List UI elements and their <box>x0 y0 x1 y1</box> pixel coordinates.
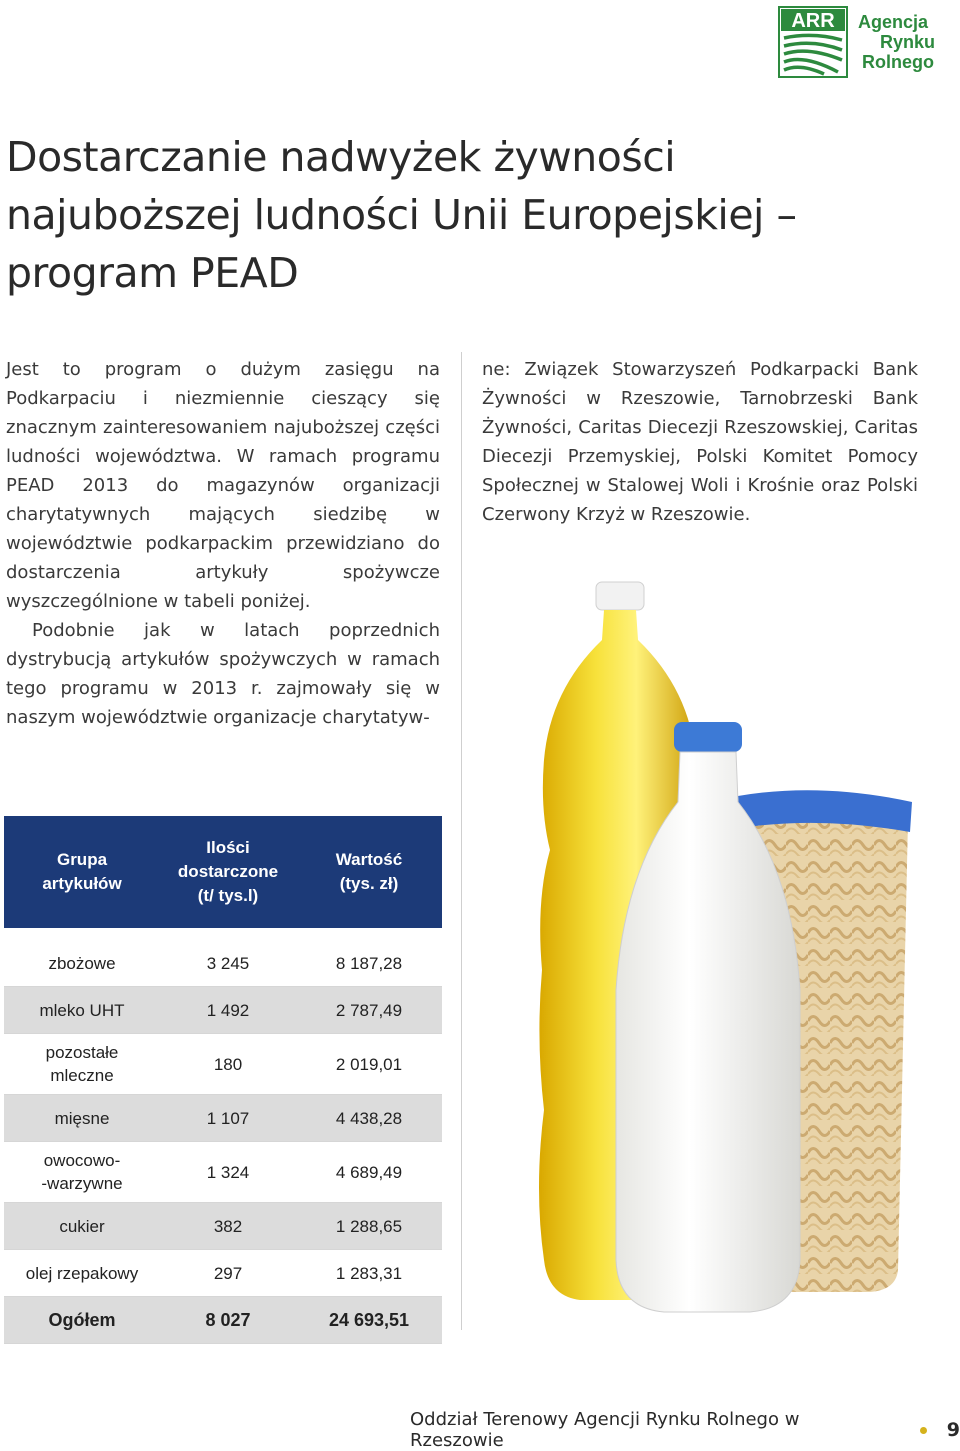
page-footer <box>410 1409 960 1451</box>
table-header <box>4 816 442 928</box>
table-row: olej rzepakowy 297 1 283,31 <box>4 1250 442 1297</box>
footer-text: Oddział Terenowy Agencji Rynku Rolnego w Rzeszowie <box>410 1409 800 1451</box>
title-line-1: Dostarczanie nadwyżek żywności <box>6 133 676 181</box>
arr-logo <box>778 6 954 78</box>
table-row: zbożowe 3 245 8 187,28 <box>4 940 442 987</box>
body-column-left <box>6 355 440 732</box>
table-row: owocowo- -warzywne 1 324 4 689,49 <box>4 1142 442 1203</box>
svg-text:ARR: ARR <box>791 10 835 32</box>
svg-text:Rolnego: Rolnego <box>862 52 934 72</box>
table-total-row: Ogółem 8 027 24 693,51 <box>4 1297 442 1344</box>
header-quantity: Ilości dostarczone (t/ tys.l) <box>177 838 279 905</box>
header-value: Wartość (tys. zł) <box>335 850 403 893</box>
svg-text:Rynku: Rynku <box>880 32 936 52</box>
body-paragraph: Podobnie jak w latach poprzednich dystrybucją artykułów spożywczych w ramach tego programu w 2013 r. zajmowały się w naszym województwie organizacje charytatyw- <box>6 620 440 728</box>
body-paragraph: Jest to program o dużym zasięgu na Podkarpaciu i niezmiennie cieszący się znacznym zainteresowaniem najuboższej części ludności województwa. W ramach programu PEAD 2013 do magazynów organizacji charytatywnych mających siedzibę w województwie podkarpackim przewidziano do dostarczenia artykuły spożywcze wyszczególnione w tabeli poniżej. <box>6 359 440 612</box>
body-column-right <box>482 355 918 529</box>
page-number: 9 <box>946 1419 960 1441</box>
table-row: mięsne 1 107 4 438,28 <box>4 1095 442 1142</box>
title-line-3: program PEAD <box>6 249 299 297</box>
column-divider <box>461 352 462 1330</box>
table-row: cukier 382 1 288,65 <box>4 1203 442 1250</box>
title-line-2: najuboższej ludności Unii Europejskiej – <box>6 191 797 239</box>
table-row: mleko UHT 1 492 2 787,49 <box>4 987 442 1034</box>
svg-text:Agencja: Agencja <box>858 12 929 32</box>
table-row: pozostałe mleczne 180 2 019,01 <box>4 1034 442 1095</box>
food-products-photo <box>500 570 920 1330</box>
pead-table <box>4 816 442 1344</box>
bullet-dot-icon <box>920 1427 927 1434</box>
body-paragraph: ne: Związek Stowarzyszeń Podkarpacki Bank Żywności w Rzeszowie, Tarnobrzeski Bank Żywności, Caritas Diecezji Rzeszowskiej, Caritas Diecezji Przemyskiej, Polski Komitet Pomocy Społecznej w Stalowej Woli i Krośnie oraz Polski Czerwony Krzyż w Rzeszowie. <box>482 359 918 525</box>
header-group: Grupa artykułów <box>42 850 122 893</box>
page-title <box>6 128 906 302</box>
